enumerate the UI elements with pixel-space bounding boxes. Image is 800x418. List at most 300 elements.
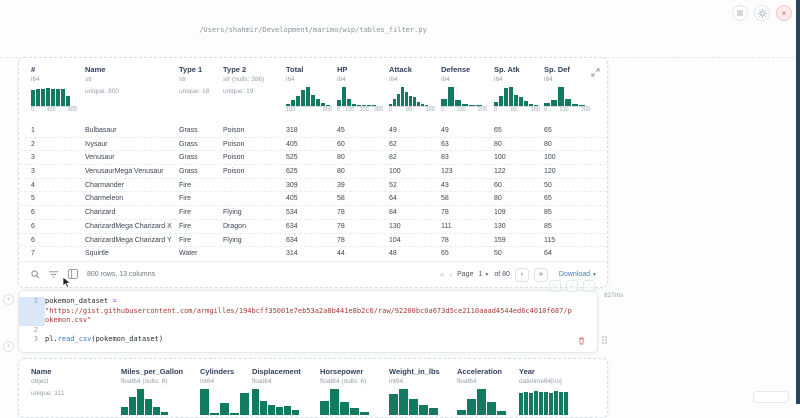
- table-row[interactable]: [19, 138, 607, 152]
- prev-page-button[interactable]: ‹: [449, 270, 453, 280]
- histogram-bar: [417, 102, 420, 106]
- table-cell: Ivysaur: [85, 140, 108, 148]
- histogram-bar: [551, 100, 557, 106]
- code-editor-card[interactable]: [18, 290, 598, 353]
- line-number: 1: [19, 297, 45, 326]
- column-histogram: [121, 389, 171, 415]
- table-cell: 80: [494, 195, 502, 203]
- table-cell: 115: [544, 236, 556, 244]
- table-cell: 85: [544, 222, 552, 230]
- column-histogram: [200, 389, 250, 415]
- histogram-bar: [61, 89, 65, 106]
- table-cell: 64: [544, 250, 552, 258]
- table-row[interactable]: [19, 151, 607, 165]
- axis-tick: 160: [530, 107, 540, 113]
- column-header[interactable]: [389, 65, 441, 124]
- menu-icon[interactable]: [732, 5, 748, 21]
- histogram-bar: [292, 410, 299, 415]
- column-dtype: float64 (nulls: 8): [121, 378, 168, 385]
- column-label: Type 1: [179, 65, 203, 74]
- column-label: Horsepower: [320, 367, 364, 376]
- table-cell: 78: [441, 236, 449, 244]
- code-text[interactable]: [45, 326, 593, 336]
- table-cell: 109: [494, 209, 506, 217]
- column-label: Sp. Def: [544, 65, 570, 74]
- code-token: .: [53, 335, 58, 343]
- histogram-bar: [220, 403, 229, 415]
- table-cell: 314: [286, 250, 298, 258]
- dataframe-output-card: [18, 57, 608, 288]
- first-page-button[interactable]: «: [439, 270, 445, 280]
- column-label: Sp. Atk: [494, 65, 520, 74]
- next-page-button[interactable]: ›: [515, 268, 529, 282]
- table-cell: 130: [494, 222, 506, 230]
- table-cell: Charizard: [85, 209, 116, 217]
- histogram-bar: [425, 105, 428, 106]
- table-row[interactable]: [19, 247, 607, 261]
- table-cell: CharizardMega Charizard X: [85, 222, 172, 230]
- table-cell: 58: [337, 195, 345, 203]
- column-label: Attack: [389, 65, 412, 74]
- table-cell: 65: [494, 127, 502, 134]
- table-cell: 63: [441, 140, 449, 148]
- histogram-bar: [56, 89, 60, 106]
- table-cell: 3: [31, 168, 35, 176]
- table-cell: 64: [389, 195, 397, 203]
- histogram-bar: [409, 96, 412, 106]
- table-cell: Grass: [179, 154, 198, 162]
- column-header[interactable]: [519, 367, 607, 415]
- table-cell: Squirtle: [85, 250, 109, 258]
- gear-icon[interactable]: [754, 5, 770, 21]
- histogram-bar: [301, 90, 305, 106]
- table-cell: Fire: [179, 222, 192, 230]
- column-histogram: [494, 87, 540, 107]
- table-cell: 50: [494, 250, 502, 258]
- table-cell: 130: [389, 222, 401, 230]
- histogram-bar: [230, 413, 239, 415]
- drag-handle-icon[interactable]: [602, 336, 609, 346]
- column-dtype: int64: [389, 378, 404, 385]
- histogram-bar: [306, 87, 310, 106]
- window-controls: [732, 5, 792, 21]
- histogram-axis: [337, 107, 383, 114]
- stop-cell-button[interactable]: □: [566, 280, 578, 292]
- table-cell: 49: [441, 127, 449, 134]
- column-label: Year: [519, 367, 535, 376]
- histogram-bar: [519, 393, 523, 415]
- axis-tick: 80: [510, 107, 517, 113]
- table-cell: Poison: [223, 168, 245, 176]
- table-cell: 80: [337, 168, 345, 176]
- code-token: pl: [45, 335, 54, 343]
- table-cell: 120: [544, 168, 556, 176]
- histogram-bar: [240, 393, 249, 415]
- histogram-bar: [276, 407, 283, 415]
- histogram-bar: [494, 102, 498, 106]
- table-row[interactable]: [19, 220, 607, 234]
- histogram-bar: [342, 87, 346, 106]
- table-cell: 405: [286, 140, 298, 148]
- histogram-bar: [326, 105, 330, 106]
- column-dtype: str: [85, 76, 93, 83]
- column-header[interactable]: [286, 65, 337, 124]
- histogram-bar: [31, 90, 35, 106]
- column-dtype: i64: [544, 76, 553, 83]
- expand-icon[interactable]: [591, 64, 600, 82]
- table-cell: 78: [441, 209, 449, 217]
- table-cell: 104: [389, 236, 401, 244]
- axis-tick: 80: [405, 107, 412, 113]
- column-label: Acceleration: [457, 367, 503, 376]
- histogram-bar: [429, 408, 438, 415]
- column-label: Displacement: [252, 367, 301, 376]
- collapse-cell-button[interactable]: −: [583, 280, 595, 292]
- histogram-axis: [286, 107, 332, 114]
- table-cell: 48: [389, 250, 397, 258]
- axis-tick: 0: [337, 107, 341, 113]
- table-cell: 100: [544, 154, 556, 162]
- table-cell: 100: [494, 154, 506, 162]
- axis-tick: 0: [31, 107, 35, 113]
- histogram-bar: [497, 411, 506, 415]
- cell-runtime: 827ms: [604, 292, 624, 299]
- code-token: (: [91, 335, 96, 343]
- histogram-bar: [519, 97, 523, 106]
- axis-tick: 800: [67, 107, 77, 113]
- histogram-bar: [565, 99, 571, 106]
- histogram-bar: [330, 389, 339, 415]
- column-header[interactable]: [200, 367, 252, 415]
- histogram-bar: [145, 399, 152, 415]
- column-unique-count: unique: 800: [85, 88, 119, 95]
- table-cell: Fire: [179, 195, 192, 203]
- histogram-axis: [494, 107, 540, 114]
- last-page-button[interactable]: »: [534, 268, 548, 282]
- download-button[interactable]: Download ▼: [558, 271, 597, 279]
- table-cell: 49: [389, 127, 397, 134]
- column-header[interactable]: [441, 65, 494, 124]
- page-select[interactable]: 1 ▼: [478, 271, 490, 279]
- histogram-bar: [421, 104, 424, 106]
- histogram-bar: [51, 89, 55, 106]
- histogram-bar: [448, 87, 454, 106]
- column-header[interactable]: [252, 367, 320, 415]
- table-cell: 80: [544, 140, 552, 148]
- line-number: 3: [33, 335, 38, 343]
- histogram-bar: [455, 100, 461, 106]
- table-cell: 52: [389, 181, 397, 189]
- column-header[interactable]: [494, 65, 544, 124]
- table-cell: 111: [441, 222, 452, 230]
- table-cell: 634: [286, 236, 298, 244]
- corner-widget: [753, 391, 789, 403]
- histogram-bar: [357, 105, 361, 106]
- table-cell: 534: [286, 209, 298, 217]
- table-cell: 3: [31, 154, 35, 162]
- histogram-bar: [524, 101, 528, 106]
- table-cell: Flying: [223, 209, 242, 217]
- table-cell: 44: [337, 250, 345, 258]
- histogram-bar: [469, 105, 475, 106]
- histogram-bar: [311, 95, 315, 106]
- histogram-bar: [572, 104, 578, 106]
- table-row[interactable]: [19, 179, 607, 193]
- histogram-bar: [252, 389, 259, 415]
- histogram-bar: [389, 394, 398, 415]
- axis-tick: 200: [359, 107, 369, 113]
- histogram-bar: [36, 89, 40, 106]
- histogram-bar: [121, 407, 128, 415]
- column-label: Name: [85, 65, 106, 74]
- histogram-bar: [291, 100, 295, 106]
- axis-tick: 0: [494, 107, 498, 113]
- table-cell: 123: [441, 168, 453, 176]
- histogram-bar: [350, 408, 359, 415]
- axis-tick: 100: [559, 107, 569, 113]
- table-row[interactable]: [19, 124, 607, 138]
- column-dtype: str (nulls: 386): [223, 76, 265, 83]
- histogram-bar: [321, 103, 325, 106]
- page-total-label: of 80: [494, 271, 510, 279]
- table-cell: 43: [441, 181, 449, 189]
- column-histogram: [252, 389, 302, 415]
- axis-tick: 200: [477, 107, 487, 113]
- table-row[interactable]: [19, 192, 607, 206]
- code-line[interactable]: [19, 326, 593, 336]
- table-cell: 80: [494, 140, 502, 148]
- table-cell: Fire: [179, 181, 192, 189]
- table-cell: 159: [494, 236, 506, 244]
- run-cell-button[interactable]: ▷: [549, 280, 561, 292]
- histogram-axis: [441, 107, 487, 114]
- table-cell: Water: [179, 250, 198, 258]
- table-cell: Charmeleon: [85, 195, 124, 203]
- table-cell: 84: [389, 209, 397, 217]
- histogram-bar: [549, 393, 553, 415]
- code-token: "https://gist.githubusercontent.com/armgilles/194bcff35001e7eb53a2a8b441e8b2c6/raw/92200bc0a673d5ce2110aaad4544ed6c4010f687/pokemon.csv": [45, 306, 572, 324]
- table-cell: 65: [544, 127, 552, 134]
- code-line[interactable]: [19, 297, 593, 326]
- histogram-axis: [544, 107, 590, 114]
- column-label: Defense: [441, 65, 471, 74]
- histogram-bar: [558, 87, 564, 106]
- histogram-bar: [467, 399, 476, 415]
- column-header[interactable]: [85, 65, 179, 124]
- histogram-bar: [409, 399, 418, 415]
- table-header: [19, 58, 607, 124]
- table-cell: 625: [286, 168, 298, 176]
- column-histogram: [457, 389, 507, 415]
- column-header[interactable]: [389, 367, 457, 415]
- table-footer: [19, 261, 607, 288]
- histogram-bar: [153, 407, 160, 415]
- histogram-bar: [347, 99, 351, 106]
- column-dtype: str: [179, 76, 187, 83]
- histogram-bar: [360, 412, 369, 415]
- histogram-bar: [554, 391, 558, 415]
- code-token: read_csv: [57, 335, 92, 343]
- filter-rows-icon[interactable]: [49, 266, 59, 284]
- cars-dataframe-card: [18, 358, 608, 418]
- column-dtype: object: [31, 378, 49, 385]
- histogram-bar: [514, 95, 518, 106]
- column-histogram: [519, 389, 569, 415]
- histogram-bar: [462, 104, 468, 106]
- column-label: Miles_per_Gallon: [121, 367, 184, 376]
- table-cell: 60: [494, 181, 502, 189]
- axis-tick: 100: [286, 107, 296, 113]
- column-label: #: [31, 65, 36, 74]
- axis-tick: 400: [46, 107, 56, 113]
- table-cell: 65: [544, 195, 552, 203]
- histogram-bar: [457, 410, 466, 415]
- table-cell: Fire: [179, 236, 192, 244]
- table-cell: Venusaur: [85, 154, 115, 162]
- code-line[interactable]: [19, 335, 593, 345]
- histogram-bar: [161, 412, 168, 415]
- table-cell: 78: [337, 222, 345, 230]
- cell-actions: [549, 280, 595, 292]
- histogram-bar: [476, 105, 482, 106]
- histogram-bar: [529, 393, 533, 415]
- histogram-bar: [268, 405, 275, 415]
- table-cell: 100: [389, 168, 401, 176]
- histogram-axis: [31, 107, 77, 114]
- column-label: HP: [337, 65, 348, 74]
- column-dtype: float64: [457, 378, 477, 385]
- histogram-bar: [66, 96, 70, 106]
- histogram-bar: [509, 87, 513, 106]
- table-row[interactable]: [19, 206, 607, 220]
- code-text[interactable]: [45, 335, 593, 345]
- column-histogram: [544, 87, 590, 107]
- table-cell: [223, 247, 286, 261]
- chevron-down-icon: ▼: [484, 271, 490, 278]
- table-cell: 85: [544, 209, 552, 217]
- code-text[interactable]: [45, 297, 593, 326]
- histogram-bar: [504, 88, 508, 106]
- column-header[interactable]: [223, 65, 286, 124]
- histogram-bar: [284, 406, 291, 415]
- page-label: Page: [457, 271, 474, 279]
- table-cell: 6: [31, 236, 35, 244]
- histogram-bar: [389, 104, 392, 106]
- column-header[interactable]: [337, 65, 389, 124]
- axis-tick: 160: [425, 107, 435, 113]
- column-label: Type 2: [223, 65, 247, 74]
- column-header[interactable]: [31, 65, 85, 124]
- table-cell: Bulbasaur: [85, 127, 117, 134]
- table-cell: [223, 192, 286, 205]
- column-histogram: [286, 87, 332, 107]
- column-header[interactable]: [320, 367, 389, 415]
- column-label: Name: [31, 367, 52, 376]
- histogram-bar: [499, 96, 503, 106]
- histogram-bar: [352, 104, 356, 106]
- column-dtype: i64: [441, 76, 450, 83]
- column-dtype: i64: [31, 76, 40, 83]
- column-dtype: datetime64[ns]: [519, 378, 562, 385]
- column-dtype: i64: [337, 76, 346, 83]
- table-cell: 405: [286, 195, 298, 203]
- add-cell-below-button[interactable]: +: [3, 341, 14, 352]
- histogram-bar: [362, 105, 366, 106]
- table-cell: 318: [286, 127, 298, 134]
- table-cell: 45: [337, 127, 345, 134]
- table-cell: Grass: [179, 127, 198, 134]
- column-header[interactable]: [457, 367, 519, 415]
- table-cell: Poison: [223, 140, 245, 148]
- axis-tick: 800: [322, 107, 332, 113]
- column-histogram: [320, 389, 370, 415]
- line-number: 2: [33, 325, 38, 334]
- column-header[interactable]: [179, 65, 223, 124]
- table-cell: 2: [31, 140, 35, 148]
- histogram-bar: [337, 100, 341, 106]
- code-lines[interactable]: [19, 291, 597, 349]
- histogram-bar: [210, 413, 219, 415]
- table-cell: Grass: [179, 168, 198, 176]
- column-unique-count: unique: 18: [179, 88, 210, 95]
- histogram-bar: [41, 89, 45, 106]
- delete-cell-icon[interactable]: [578, 337, 585, 347]
- table-cell: 62: [389, 140, 397, 148]
- table-row[interactable]: [19, 234, 607, 248]
- axis-tick: 200: [580, 107, 590, 113]
- column-dtype: i64: [389, 76, 398, 83]
- histogram-bar: [441, 99, 447, 106]
- table-cell: 634: [286, 222, 298, 230]
- column-label: Total: [286, 65, 304, 74]
- histogram-bar: [413, 97, 416, 106]
- close-icon[interactable]: ×: [776, 5, 792, 21]
- histogram-bar: [372, 105, 376, 106]
- histogram-bar: [393, 99, 396, 106]
- table-cell: 1: [31, 127, 35, 134]
- column-histogram: [389, 87, 435, 107]
- column-histogram: [389, 389, 439, 415]
- histogram-bar: [316, 99, 320, 106]
- column-dtype: int64: [200, 378, 215, 385]
- axis-tick: 100: [345, 107, 355, 113]
- axis-tick: 0: [389, 107, 393, 113]
- histogram-bar: [529, 104, 533, 106]
- table-cell: 82: [389, 154, 397, 162]
- histogram-bar: [367, 105, 371, 106]
- table-cell: Poison: [223, 154, 245, 162]
- table-cell: Grass: [179, 140, 198, 148]
- column-dtype: float64 (nulls: 6): [320, 378, 367, 385]
- column-unique-count: unique: 19: [223, 88, 254, 95]
- table-row[interactable]: [19, 165, 607, 179]
- table-cell: [223, 179, 286, 192]
- add-cell-above-button[interactable]: +: [3, 294, 14, 305]
- search-icon[interactable]: [31, 266, 40, 284]
- table-cell: 60: [337, 140, 345, 148]
- table-cell: 7: [31, 250, 35, 258]
- histogram-bar: [579, 105, 585, 106]
- histogram-bar: [399, 389, 408, 415]
- column-label: Cylinders: [200, 367, 235, 376]
- table-cell: CharizardMega Charizard Y: [85, 236, 172, 244]
- file-path: /Users/shahmir/Development/marimo/wip/tables_filter.py: [199, 26, 427, 34]
- table-cell: 50: [544, 181, 552, 189]
- column-header[interactable]: [31, 367, 121, 415]
- table-cell: Dragon: [223, 222, 246, 230]
- histogram-bar: [419, 405, 428, 415]
- column-header[interactable]: [121, 367, 200, 415]
